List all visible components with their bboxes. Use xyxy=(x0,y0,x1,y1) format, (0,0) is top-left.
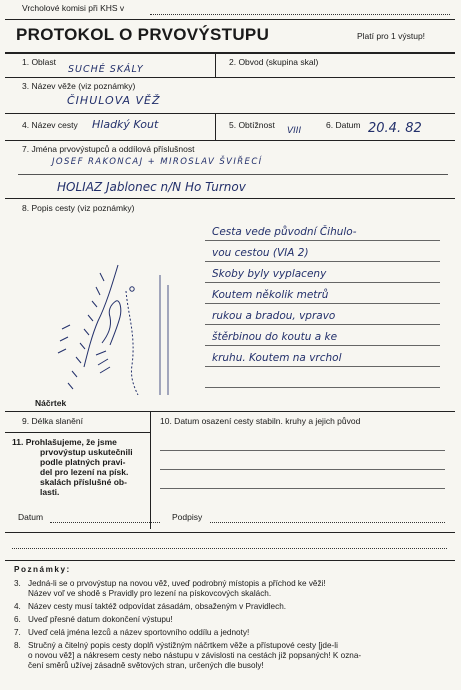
row-rule xyxy=(5,432,150,433)
note-text: Jedná-li se o prvovýstup na novou věž, uveď podrobný místopis a příchod ke věži! xyxy=(28,579,326,588)
declaration-line: del pro lezení na písk. xyxy=(40,467,129,477)
note-text: čení směrů užívej zásadně světových stran, určených dle busoly! xyxy=(28,661,264,670)
signatures-line[interactable] xyxy=(210,522,445,523)
field-6-value[interactable]: 20.4. 82 xyxy=(368,121,422,136)
field-8-label: 8. Popis cesty (viz poznámky) xyxy=(22,203,135,213)
field-7-label: 7. Jména prvovýstupců a oddílová příslušnost xyxy=(22,144,195,154)
row-rule xyxy=(5,113,455,114)
title-rule xyxy=(5,52,455,54)
row-rule xyxy=(5,198,455,199)
field-1-label: 1. Oblast xyxy=(22,57,57,67)
note-text: Název voľ ve shodě s Pravidly pro lezení na pískovcových skalách. xyxy=(28,589,272,598)
field-3-label: 3. Název věže (viz poznámky) xyxy=(22,81,136,91)
description-line[interactable]: kruhu. Koutem na vrchol xyxy=(212,352,342,364)
declaration-line: prvovýstup uskutečnili xyxy=(40,447,133,457)
sketch-label: Náčrtek xyxy=(35,398,67,408)
extra-dotted-line[interactable] xyxy=(12,548,447,549)
field-4-label: 4. Název cesty xyxy=(22,120,78,130)
date-line[interactable] xyxy=(50,522,160,523)
description-line[interactable]: Skoby byly vyplaceny xyxy=(212,268,327,280)
description-line[interactable]: rukou a bradou, vpravo xyxy=(212,310,336,322)
field-9-label: 9. Délka slanění xyxy=(22,416,83,426)
note-text: o novou věž] a nákresem cesty nebo nástupu v závislosti na cestách již popsaných! K ozna- xyxy=(28,651,362,660)
field-5-value[interactable]: VIII xyxy=(287,126,302,136)
row-rule xyxy=(5,560,455,561)
note-number: 6. xyxy=(14,615,21,624)
row-rule xyxy=(5,532,455,533)
declaration-line: lasti. xyxy=(40,487,60,497)
ruled-line xyxy=(160,488,445,489)
header-rule xyxy=(5,19,455,20)
declaration-line: podle platných pravi- xyxy=(40,457,126,467)
field-2-label: 2. Obvod (skupina skal) xyxy=(229,57,319,67)
declaration-line: skalách příslušné ob- xyxy=(40,477,127,487)
field-10-label: 10. Datum osazení cesty stabiln. kruhy a jejich původ xyxy=(160,416,361,426)
ruled-line xyxy=(205,387,440,388)
ruled-line xyxy=(205,282,440,283)
note-number: 8. xyxy=(14,641,21,650)
ruled-line xyxy=(205,303,440,304)
note-text: Uveď celá jména lezců a název sportovního oddílu a jednoty! xyxy=(28,628,250,637)
ruled-line xyxy=(205,261,440,262)
description-line[interactable]: štěrbinou do koutu a ke xyxy=(212,331,338,343)
description-line[interactable]: Cesta vede původní Čihulo- xyxy=(212,226,357,238)
row-rule xyxy=(5,411,455,412)
field-3-value[interactable]: ČIHULOVA VĚŽ xyxy=(67,94,161,107)
row-rule xyxy=(5,77,455,78)
ruled-line xyxy=(205,366,440,367)
notes-heading: Poznámky: xyxy=(14,565,71,574)
header-dotted-line xyxy=(150,14,450,15)
note-text: Stručný a čitelný popis cesty doplň výstižným náčrtkem věže a přístupové cesty [jde-li xyxy=(28,641,338,650)
field-1-value[interactable]: SUCHÉ SKÁLY xyxy=(68,64,144,75)
ruled-line xyxy=(205,324,440,325)
divider xyxy=(215,113,216,140)
route-sketch xyxy=(40,255,210,395)
divider xyxy=(150,411,151,529)
ruled-line xyxy=(205,240,440,241)
note-text: Uveď přesné datum dokončení výstupu! xyxy=(28,615,173,624)
description-line[interactable]: vou cestou (VIA 2) xyxy=(212,247,309,259)
divider xyxy=(215,53,216,77)
note-number: 3. xyxy=(14,579,21,588)
header-prefix: Vrcholové komisi při KHS v xyxy=(22,3,125,13)
field-7-line-2[interactable]: HOLIAZ Jablonec n/N Ho Turnov xyxy=(57,180,246,194)
signatures-label: Podpisy xyxy=(172,512,203,522)
note-number: 4. xyxy=(14,602,21,611)
note-number: 7. xyxy=(14,628,21,637)
form-title: PROTOKOL O PRVOVÝSTUPU xyxy=(16,25,270,44)
validity-note: Platí pro 1 výstup! xyxy=(357,31,426,41)
ruled-line xyxy=(160,469,445,470)
date-label: Datum xyxy=(18,512,44,522)
declaration-line: 11. Prohlašujeme, že jsme xyxy=(12,437,117,447)
field-5-label: 5. Obtížnost xyxy=(229,120,275,130)
notes-section xyxy=(14,565,454,671)
ruled-line xyxy=(160,450,445,451)
field-7-line-1[interactable]: JOSEF RAKONCAJ + MIROSLAV ŠVIŘECÍ xyxy=(52,157,263,167)
description-line[interactable]: Koutem několik metrů xyxy=(212,289,329,301)
row-rule xyxy=(5,140,455,141)
field-4-value[interactable]: Hladký Kout xyxy=(92,118,159,131)
ruled-line xyxy=(205,345,440,346)
note-text: Název cesty musí taktéž odpovídat zásadám, obsaženým v Pravidlech. xyxy=(28,602,287,611)
field-6-label: 6. Datum xyxy=(326,120,361,130)
ruled-line xyxy=(18,174,448,175)
